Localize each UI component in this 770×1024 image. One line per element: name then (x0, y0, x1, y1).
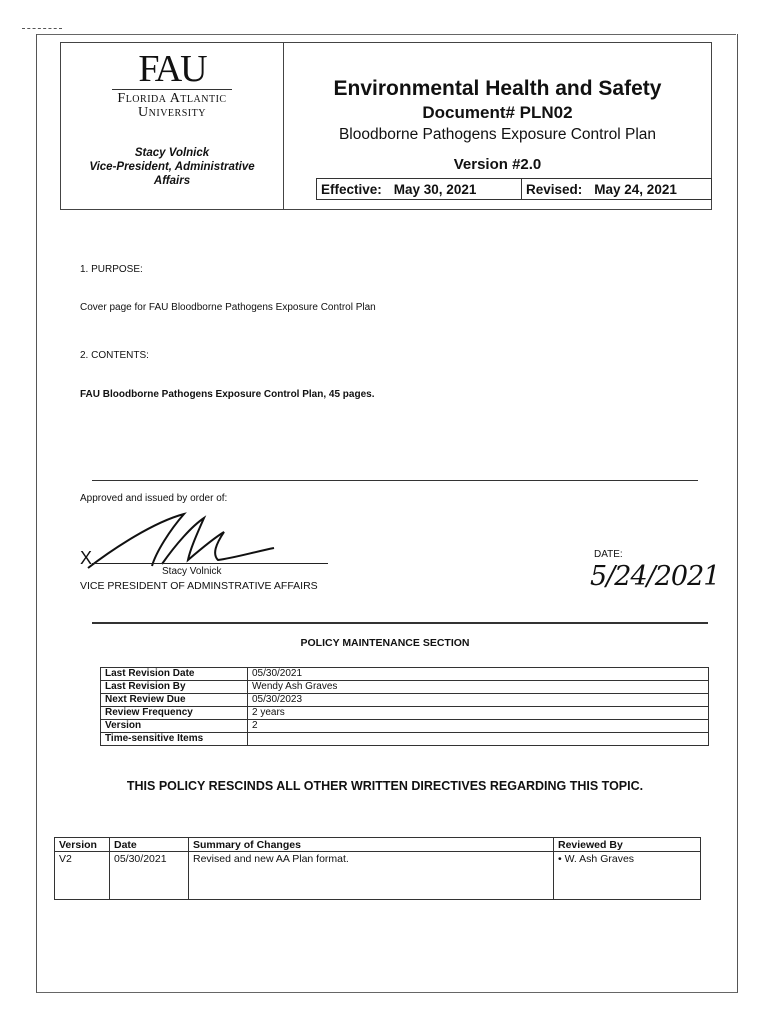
date-cell: 05/30/2021 (110, 852, 189, 900)
column-header: Date (110, 838, 189, 852)
table-row (101, 681, 709, 694)
table-value (248, 733, 709, 746)
fau-logo-line1: Florida Atlantic (117, 91, 227, 106)
dates-row (316, 178, 712, 200)
signatory-title-line2: Affairs (153, 175, 191, 187)
column-header: Version (55, 838, 110, 852)
table-row (101, 668, 709, 681)
fau-logo-line2: University (138, 105, 206, 120)
header-right-panel (284, 43, 711, 209)
signatory-title-line1: Vice-President, Administrative (89, 161, 255, 173)
maintenance-divider (92, 622, 708, 624)
purpose-body: Cover page for FAU Bloodborne Pathogens Exposure Control Plan (80, 302, 376, 313)
column-header: Reviewed By (554, 838, 701, 852)
table-row (101, 694, 709, 707)
table-label: Last Revision Date (101, 668, 248, 681)
handwritten-date: 5/24/2021 (590, 561, 720, 592)
table-label: Review Frequency (101, 707, 248, 720)
effective-date-cell (317, 179, 522, 199)
effective-label: Effective: (321, 181, 382, 197)
change-log-table (54, 837, 701, 900)
document-header (60, 42, 712, 210)
maintenance-title: POLICY MAINTENANCE SECTION (300, 637, 470, 649)
revised-label: Revised: (526, 181, 583, 197)
reviewed-by-cell: • W. Ash Graves (554, 852, 701, 900)
table-header-row (55, 838, 701, 852)
table-value: 2 (248, 720, 709, 733)
signer-title: VICE PRESIDENT OF ADMINSTRATIVE AFFAIRS (80, 580, 318, 592)
page-corner-mark (22, 28, 62, 29)
table-label: Next Review Due (101, 694, 248, 707)
table-row (55, 852, 701, 900)
signature-x-mark: X (80, 548, 93, 568)
purpose-heading: 1. PURPOSE: (80, 264, 143, 275)
table-label: Last Revision By (101, 681, 248, 694)
document-subtitle: Bloodborne Pathogens Exposure Control Plan (338, 126, 657, 143)
table-value: 2 years (248, 707, 709, 720)
signer-name: Stacy Volnick (162, 566, 222, 577)
department-title: Environmental Health and Safety (333, 77, 662, 100)
table-row (101, 720, 709, 733)
table-label: Version (101, 720, 248, 733)
approval-intro: Approved and issued by order of: (80, 493, 228, 504)
table-value: 05/30/2021 (248, 668, 709, 681)
table-label: Time-sensitive Items (101, 733, 248, 746)
rescinds-notice: THIS POLICY RESCINDS ALL OTHER WRITTEN DIRECTIVES REGARDING THIS TOPIC. (126, 779, 644, 793)
table-row (101, 733, 709, 746)
revised-date: May 24, 2021 (594, 181, 677, 197)
section-divider (92, 480, 698, 481)
contents-heading: 2. CONTENTS: (80, 350, 149, 361)
document-number: Document# PLN02 (422, 103, 573, 122)
contents-body: FAU Bloodborne Pathogens Exposure Control Plan, 45 pages. (80, 389, 375, 400)
signatory-name: Stacy Volnick (134, 147, 210, 159)
header-left-panel (61, 43, 284, 209)
fau-logo (61, 49, 283, 120)
fau-logo-mark: FAU (138, 48, 206, 90)
column-header: Summary of Changes (189, 838, 554, 852)
version-cell: V2 (55, 852, 110, 900)
date-label: DATE: (594, 549, 623, 560)
summary-cell: Revised and new AA Plan format. (189, 852, 554, 900)
maintenance-table (100, 667, 709, 746)
table-value: 05/30/2023 (248, 694, 709, 707)
effective-date: May 30, 2021 (393, 181, 477, 197)
document-version: Version #2.0 (453, 156, 542, 173)
signatory-block (61, 146, 283, 188)
revised-date-cell (522, 179, 677, 199)
table-value: Wendy Ash Graves (248, 681, 709, 694)
signature-line (92, 563, 328, 564)
table-row (101, 707, 709, 720)
